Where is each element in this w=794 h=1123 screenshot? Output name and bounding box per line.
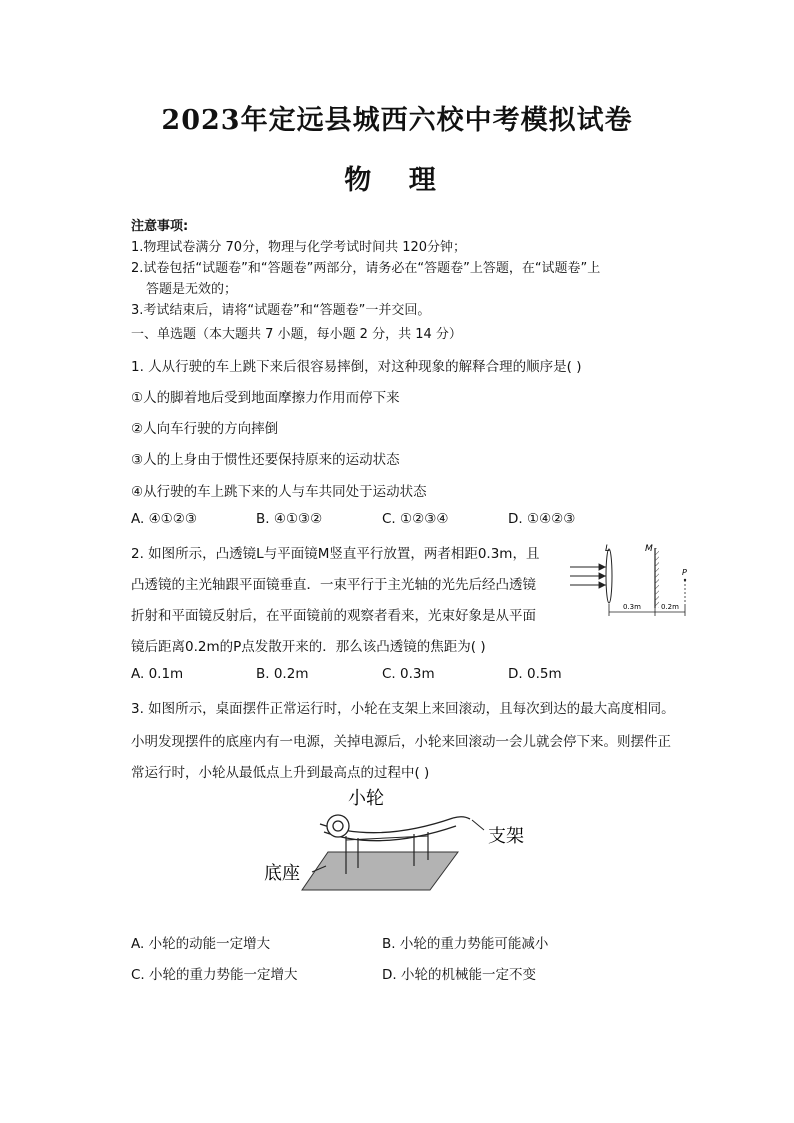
notice-item-3: 3.考试结束后，请将“试题卷”和“答题卷”一并交回。 — [131, 303, 431, 318]
q1-statement-3: ③人的上身由于惯性还要保持原来的运动状态 — [131, 452, 400, 468]
q3-option-d: D. 小轮的机械能一定不变 — [382, 967, 536, 983]
q3-line-1: 3. 如图所示，桌面摆件正常运行时，小轮在支架上来回滚动，且每次到达的最大高度相同。 — [131, 701, 675, 717]
q3-option-b: B. 小轮的重力势能可能减小 — [382, 936, 549, 952]
q1-option-a: A. ④①②③ — [131, 511, 197, 527]
notice-heading: 注意事项: — [131, 219, 189, 234]
q1-option-d: D. ①④②③ — [508, 511, 576, 527]
q1-statement-2: ②人向车行驶的方向摔倒 — [131, 421, 279, 437]
q3-option-c: C. 小轮的重力势能一定增大 — [131, 967, 298, 983]
q1-option-b: B. ④①③② — [256, 511, 323, 527]
notice-item-1: 1.物理试卷满分 70分，物理与化学考试时间共 120分钟； — [131, 240, 467, 255]
distance-label-1: 0.3m — [623, 603, 641, 611]
wheel-label: 小轮 — [348, 788, 384, 809]
q3-option-a: A. 小轮的动能一定增大 — [131, 936, 271, 952]
q1-option-c: C. ①②③④ — [382, 511, 449, 527]
mirror-hatching — [655, 548, 659, 608]
exam-title: 2023年定远县城西六校中考模拟试卷 — [161, 105, 633, 136]
base-label: 底座 — [264, 863, 300, 884]
base-plate — [302, 852, 458, 890]
q2-line-2: 凸透镜的主光轴跟平面镜垂直．一束平行于主光轴的光先后经凸透镜 — [131, 577, 536, 593]
point-label: P — [682, 568, 687, 577]
small-wheel — [327, 815, 349, 837]
q2-option-c: C. 0.3m — [382, 666, 435, 682]
q1-statement-1: ①人的脚着地后受到地面摩擦力作用而停下来 — [131, 390, 400, 406]
lens-label: L — [605, 544, 611, 554]
convex-lens — [606, 549, 612, 603]
distance-label-2: 0.2m — [661, 603, 679, 611]
q2-line-4: 镜后距离0.2m的P点发散开来的．那么该凸透镜的焦距为( ) — [131, 639, 486, 655]
q2-line-3: 折射和平面镜反射后，在平面镜前的观察者看来，光束好象是从平面 — [131, 608, 536, 624]
q2-option-a: A. 0.1m — [131, 666, 184, 682]
incoming-rays — [570, 564, 606, 588]
q2-option-d: D. 0.5m — [508, 666, 562, 682]
notice-item-2: 2.试卷包括“试题卷”和“答题卷”两部分，请务必在“答题卷”上答题，在“试题卷”上 — [131, 261, 601, 276]
q2-option-b: B. 0.2m — [256, 666, 309, 682]
frame-label: 支架 — [488, 826, 524, 847]
q1-stem: 1. 人从行驶的车上跳下来后很容易摔倒，对这种现象的解释合理的顺序是( ) — [131, 359, 582, 375]
mirror-label: M — [645, 544, 653, 554]
q2-line-1: 2. 如图所示，凸透镜L与平面镜M竖直平行放置，两者相距0.3m，且 — [131, 546, 540, 562]
subject-title: 物 理 — [344, 165, 450, 196]
toy-diagram — [258, 782, 538, 894]
q3-line-3: 常运行时，小轮从最低点上升到最高点的过程中( ) — [131, 765, 430, 781]
section-heading: 一、单选题（本大题共 7 小题，每小题 2 分，共 14 分） — [131, 327, 462, 342]
q1-statement-4: ④从行驶的车上跳下来的人与车共同处于运动状态 — [131, 484, 427, 500]
lens-mirror-diagram — [568, 540, 696, 618]
q3-line-2: 小明发现摆件的底座内有一电源，关掉电源后，小轮来回滚动一会儿就会停下来。则摆件正 — [131, 734, 671, 750]
notice-item-2-cont: 答题是无效的； — [146, 282, 238, 297]
